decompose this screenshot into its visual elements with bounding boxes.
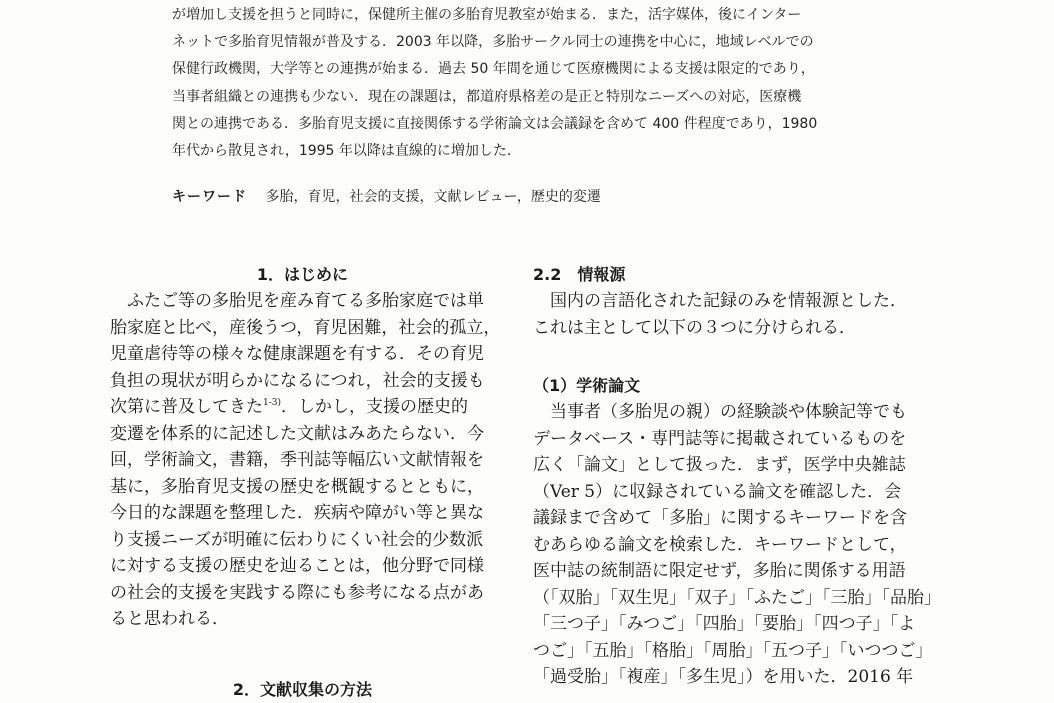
body-line: 回，学術論文，書籍，季刊誌等幅広い文献情報を [110,450,484,470]
body-line: 負担の現状が明らかになるにつれ，社会的支援も [110,370,485,391]
body-line: 議録まで含めて「多胎」に関するキーワードを含 [533,508,907,528]
body-line: 基に，多胎育児支援の歴史を概観するとともに， [110,476,484,497]
body-line: （Ver 5）に収録されている論文を確認した．会 [533,481,902,502]
body-line: 児童虐待等の様々な健康課題を有する．その育児 [110,344,484,364]
body-line: つご」「五胎」「格胎」「周胎」「五つ子」「いつつご」 [533,640,933,661]
citation-reference: 1-3) [263,398,282,408]
body-line: 広く「論文」として扱った．まず，医学中央雑誌 [533,455,906,475]
body-line: （「双胎」「双生児」「双子」「ふたご」「三胎」「品胎」 [533,587,941,608]
abstract-line: が増加し支援を担うと同時に，保健所主催の多胎育児教室が始まる．また，活字媒体，後にインター [172,7,802,23]
abstract [172,2,872,165]
section-heading-information-sources: 2.2 情報源 [533,265,626,284]
keywords-text: 多胎，育児，社会的支援，文献レビュー，歴史的変遷 [265,189,601,205]
abstract-line: 年代から散見され，1995 年以降は直線的に増加した． [172,143,521,160]
citation-pre-text: 次第に普及してきた [110,397,263,417]
body-line: 変遷を体系的に記述した文献はみあたらない．今 [110,423,484,444]
abstract-line: 保健行政機関，大学等との連携が始まる．過去 50 年間を通じて医療機関による支援は限定的であり， [172,61,815,78]
abstract-line: ネットで多胎育児情報が普及する．2003 年以降，多胎サークル同士の連携を中心に，地域レベルでの [172,34,814,51]
abstract-line: 当事者組織との連携も少ない．現在の課題は，都道府県格差の是正と特別なニーズへの対応，医療機 [172,88,802,105]
citation-post-text: ．しかし，支援の歴史的 [281,397,469,417]
body-line: 「過受胎」「複産」「多生児」）を用いた．2016 年 [533,667,914,687]
body-line: 当事者（多胎児の親）の経験談や体験記等でも [533,402,907,422]
body-line: これは主として以下の３つに分けられる． [533,317,856,338]
body-line: り支援ニーズが明確に伝わりにくい社会的少数派 [110,529,484,550]
body-line: 国内の言語化された記録のみを情報源とした． [533,291,907,311]
body-line-with-citation [110,394,495,421]
section-gap [110,633,495,677]
keywords-label: キーワード [172,189,247,205]
section-heading-methods: 2．文献収集の方法 [232,679,373,699]
body-line: ると思われる． [110,609,229,629]
body-line: 今日的な課題を整理した．疾病や障がい等と異な [110,503,484,523]
right-column [533,262,941,691]
body-line: 胎家庭と比べ，産後うつ，育児困難，社会的孤立， [110,317,501,338]
body-line: の社会的支援を実践する際にも参考になる点があ [110,582,484,603]
body-line: むあらゆる論文を検索した．キーワードとして， [533,534,907,555]
subheading-academic-papers: （1）学術論文 [533,376,641,395]
section-gap [533,341,918,373]
keywords [172,186,601,206]
body-line: 「三つ子」「みつご」「四胎」「要胎」「四つ子」「よ [533,614,916,634]
section-heading-introduction: 1．はじめに [256,265,349,284]
left-column [110,262,501,703]
body-line: 医中誌の統制語に限定せず，多胎に関係する用語 [533,561,906,581]
body-line: ふたご等の多胎児を産み育てる多胎家庭では単 [110,291,484,311]
body-line: に対する支援の歴史を辿ることは，他分野で同様 [110,556,484,576]
abstract-line: 関との連携である．多胎育児支援に直接関係する学術論文は会議録を含めて 400 件程度であり，1980 [172,115,818,132]
body-line: データベース・専門誌等に掲載されているものを [533,428,907,449]
